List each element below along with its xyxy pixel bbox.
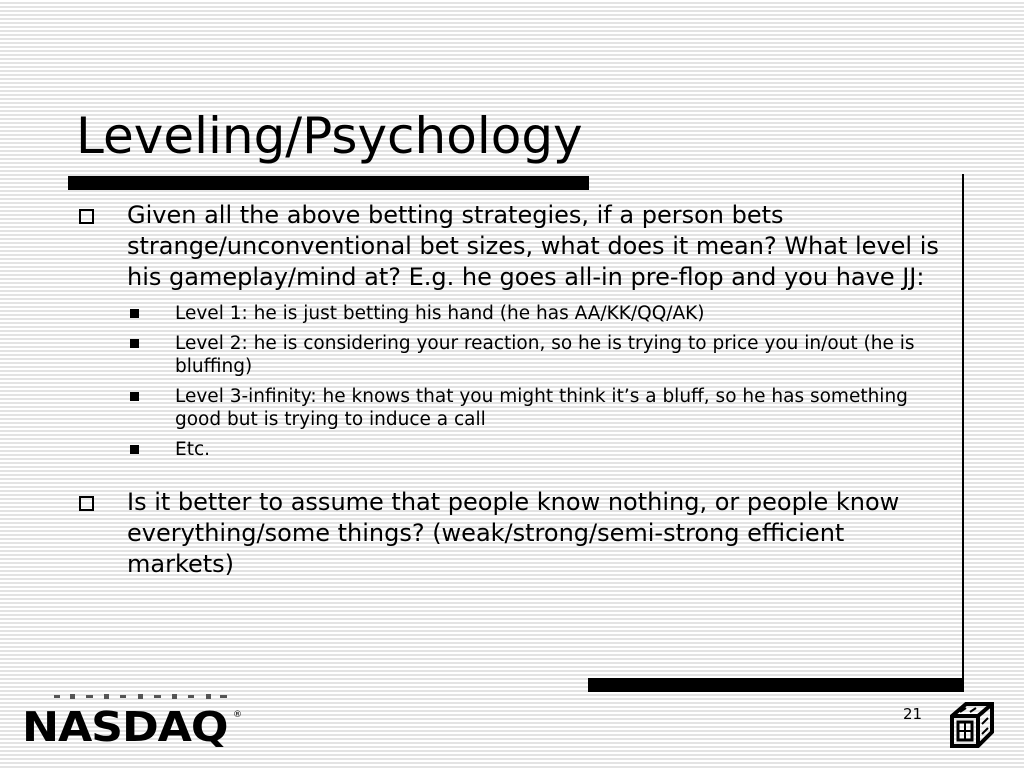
filled-square-bullet-icon — [130, 339, 139, 348]
title-underline-bar — [68, 176, 589, 190]
hollow-square-bullet-icon — [79, 496, 94, 511]
bullet-item-betting-question — [76, 200, 946, 461]
ticker-marks-icon — [52, 692, 232, 702]
hollow-square-bullet-icon — [79, 209, 94, 224]
sub-bullet-item — [127, 302, 946, 325]
cube-icon — [946, 700, 998, 750]
filled-square-bullet-icon — [130, 445, 139, 454]
filled-square-bullet-icon — [130, 309, 139, 318]
filled-square-bullet-icon — [130, 392, 139, 401]
sub-bullet-text: Level 3-infinity: he knows that you might think it’s a bluff, so he has something good but is trying to induce a call — [175, 386, 908, 430]
slide-number: 21 — [903, 705, 923, 723]
sub-bullet-item — [127, 385, 946, 431]
nasdaq-logo — [22, 690, 244, 756]
bullet-text: Given all the above betting strategies, if a person bets strange/unconventional bet sizes, what does it mean? What level is his gameplay/mind at? E.g. he goes all-in pre-flop and you have JJ: — [127, 201, 939, 291]
sub-bullet-list — [127, 302, 946, 461]
right-border-rule — [962, 174, 964, 692]
slide-title: Leveling/Psychology — [76, 107, 583, 165]
sub-bullet-text: Level 1: he is just betting his hand (he has AA/KK/QQ/AK) — [175, 303, 705, 324]
registered-mark: ® — [233, 710, 242, 720]
sub-bullet-item — [127, 438, 946, 461]
bottom-bar — [588, 678, 962, 692]
bullet-text: Is it better to assume that people know nothing, or people know everything/some things? (weak/strong/semi-strong efficient markets) — [127, 488, 900, 578]
nasdaq-wordmark: NASDAQ — [22, 703, 228, 751]
sub-bullet-text: Level 2: he is considering your reaction, so he is trying to price you in/out (he is bluffing) — [175, 333, 915, 377]
sub-bullet-text: Etc. — [175, 439, 210, 460]
sub-bullet-item — [127, 332, 946, 378]
bullet-item-market-question — [76, 487, 946, 580]
slide-content — [76, 200, 946, 580]
